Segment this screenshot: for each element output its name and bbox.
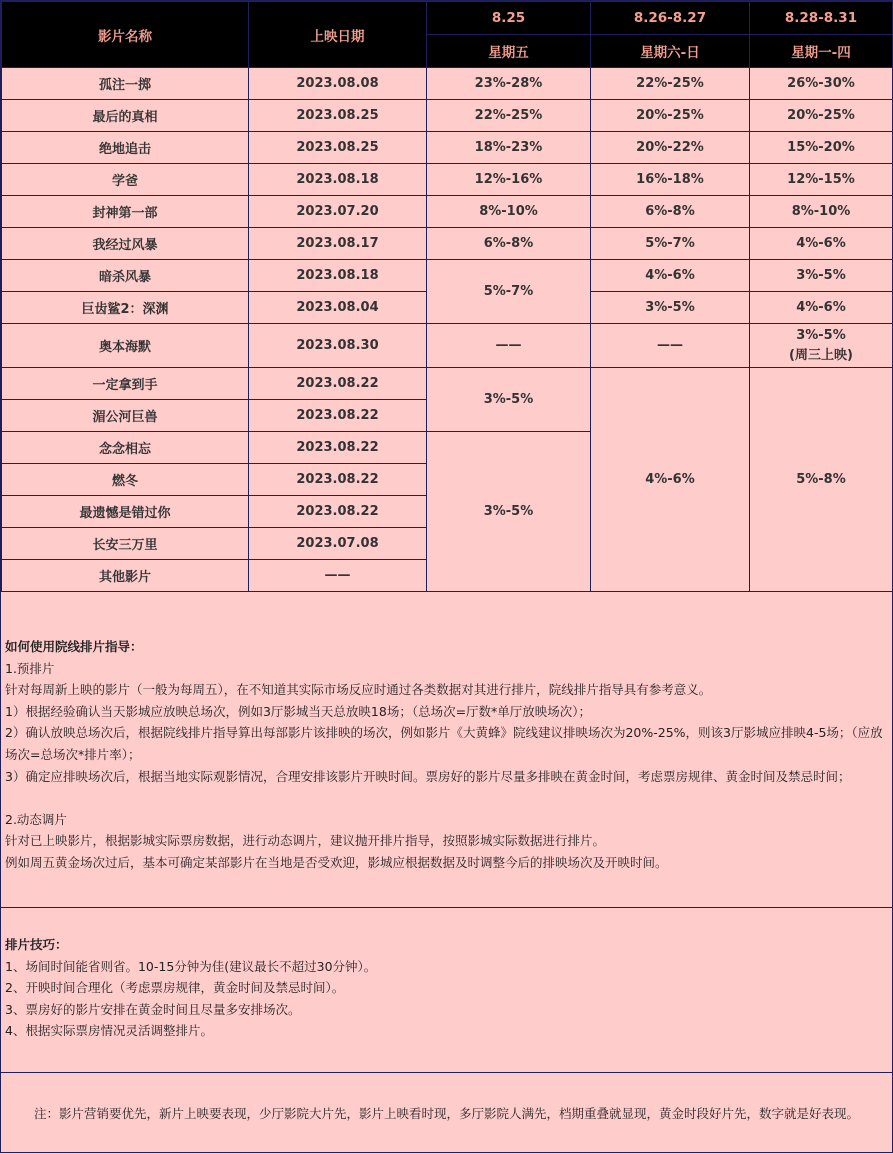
rate-period2: 6%-8% (591, 196, 750, 228)
rate-period3: 4%-6% (750, 228, 893, 260)
rate-period1: 8%-10% (427, 196, 591, 228)
header-period1-day: 星期五 (427, 35, 591, 68)
rate-period3: 15%-20% (750, 132, 893, 164)
film-name: 最后的真相 (2, 100, 249, 132)
rate-period3: 26%-30% (750, 68, 893, 100)
guide-section1-title: 1.预排片 (5, 660, 55, 676)
header-film-name: 影片名称 (2, 2, 249, 68)
guide-section1-step1: 1）根据经验确认当天影城应放映总场次，例如3厅影城当天总放映18场；（总场次=厅数*单厅放映场次）； (5, 703, 592, 719)
tip-item: 1、场间时间能省则省。10-15分钟为佳(建议最长不超过30分钟）。 (5, 958, 377, 974)
tips-title: 排片技巧： (5, 937, 68, 952)
release-date: 2023.08.22 (249, 432, 427, 464)
film-name: 湄公河巨兽 (2, 400, 249, 432)
tip-item: 3、票房好的影片安排在黄金时间且尽量多安排场次。 (5, 1001, 301, 1017)
release-date: 2023.08.22 (249, 464, 427, 496)
header-period3-day: 星期一-四 (750, 35, 893, 68)
table-row (2, 228, 893, 260)
film-name: 念念相忘 (2, 432, 249, 464)
film-name: 一定拿到手 (2, 368, 249, 400)
guide-section1-step3: 3）确定应排映场次后，根据当地实际观影情况，合理安排该影片开映时间。票房好的影片尽量多排映在黄金时间，考虑票房规律、黄金时间及禁忌时间； (5, 768, 851, 784)
rate-period2: 4%-6% (591, 260, 750, 292)
release-date: 2023.08.25 (249, 100, 427, 132)
rate-period1-merged: 5%-7% (427, 260, 591, 324)
rate-period3-value: 3%-5% (796, 327, 846, 343)
rate-period1: 6%-8% (427, 228, 591, 260)
rate-period1-merged: 3%-5% (427, 432, 591, 592)
release-date: 2023.08.18 (249, 164, 427, 196)
release-date: 2023.08.25 (249, 132, 427, 164)
header-period3-date: 8.28-8.31 (750, 2, 893, 35)
film-name: 其他影片 (2, 560, 249, 592)
tip-item: 4、根据实际票房情况灵活调整排片。 (5, 1023, 213, 1039)
table-row (2, 164, 893, 196)
release-date: 2023.08.22 (249, 368, 427, 400)
schedule-table (1, 1, 893, 592)
rate-period3: 4%-6% (750, 292, 893, 324)
rate-period1-merged: 3%-5% (427, 368, 591, 432)
header-release-date: 上映日期 (249, 2, 427, 68)
table-row (2, 132, 893, 164)
release-date: 2023.07.08 (249, 528, 427, 560)
release-date: 2023.08.18 (249, 260, 427, 292)
rate-period3-merged: 5%-8% (750, 368, 893, 592)
film-name: 孤注一掷 (2, 68, 249, 100)
rate-period3 (750, 324, 893, 368)
header-period1-date: 8.25 (427, 2, 591, 35)
film-name: 奥本海默 (2, 324, 249, 368)
film-name: 巨齿鲨2：深渊 (2, 292, 249, 324)
rate-period1: 23%-28% (427, 68, 591, 100)
film-name: 封神第一部 (2, 196, 249, 228)
rate-period2: 16%-18% (591, 164, 750, 196)
rate-period1: 22%-25% (427, 100, 591, 132)
guide-section1-intro: 针对每周新上映的影片（一般为每周五），在不知道其实际市场反应时通过各类数据对其进行排片，院线排片指导具有参考意义。 (5, 682, 712, 698)
guide-title: 如何使用院线排片指导： (5, 639, 143, 654)
release-date: 2023.07.20 (249, 196, 427, 228)
table-row (2, 368, 893, 400)
rate-period2-merged: 4%-6% (591, 368, 750, 592)
film-name: 我经过风暴 (2, 228, 249, 260)
release-date: 2023.08.08 (249, 68, 427, 100)
rate-period3: 3%-5% (750, 260, 893, 292)
release-date: —— (249, 560, 427, 592)
table-row (2, 100, 893, 132)
rate-period2: 3%-5% (591, 292, 750, 324)
footer-note (1, 1073, 892, 1154)
release-date: 2023.08.22 (249, 400, 427, 432)
release-date: 2023.08.17 (249, 228, 427, 260)
guide-section2-line1: 针对已上映影片，根据影城实际票房数据，进行动态调片，建议抛开排片指导，按照影城实际数据进行排片。 (5, 833, 606, 849)
rate-period2: —— (591, 324, 750, 368)
table-row (2, 196, 893, 228)
film-name: 最遗憾是错过你 (2, 496, 249, 528)
scheduling-tips (1, 908, 892, 1073)
tip-item: 2、开映时间合理化（考虑票房规律，黄金时间及禁忌时间）。 (5, 980, 345, 996)
rate-period3: 12%-15% (750, 164, 893, 196)
rate-period3-note: (周三上映) (789, 347, 853, 363)
guide-section1-step2: 2）确认放映总场次后，根据院线排片指导算出每部影片该排映的场次，例如影片《大黄蜂》院线建议排映场次为20%-25%，则该3厅影城应排映4-5场；（应放场次=总场次*排片率）； (5, 725, 883, 762)
guide-section2-line2: 例如周五黄金场次过后，基本可确定某部影片在当地是否受欢迎，影城应根据数据及时调整今后的排映场次及开映时间。 (5, 854, 668, 870)
film-name: 长安三万里 (2, 528, 249, 560)
release-date: 2023.08.30 (249, 324, 427, 368)
rate-period2: 20%-22% (591, 132, 750, 164)
usage-guide (1, 606, 892, 908)
header-period2-date: 8.26-8.27 (591, 2, 750, 35)
release-date: 2023.08.22 (249, 496, 427, 528)
rate-period2: 20%-25% (591, 100, 750, 132)
rate-period1: —— (427, 324, 591, 368)
release-date: 2023.08.04 (249, 292, 427, 324)
film-name: 燃冬 (2, 464, 249, 496)
table-row (2, 324, 893, 368)
rate-period3: 8%-10% (750, 196, 893, 228)
rate-period2: 5%-7% (591, 228, 750, 260)
rate-period1: 18%-23% (427, 132, 591, 164)
table-row (2, 260, 893, 292)
table-row (2, 68, 893, 100)
guide-section2-title: 2.动态调片 (5, 811, 67, 827)
film-name: 学爸 (2, 164, 249, 196)
header-period2-day: 星期六-日 (591, 35, 750, 68)
film-name: 暗杀风暴 (2, 260, 249, 292)
footer-note-text: 注：影片营销要优先，新片上映要表现，少厅影院大片先，影片上映看时现，多厅影院人满先，档期重叠就显现，黄金时段好片先，数字就是好表现。 (33, 1105, 859, 1121)
film-name: 绝地追击 (2, 132, 249, 164)
rate-period1: 12%-16% (427, 164, 591, 196)
rate-period3: 20%-25% (750, 100, 893, 132)
rate-period2: 22%-25% (591, 68, 750, 100)
